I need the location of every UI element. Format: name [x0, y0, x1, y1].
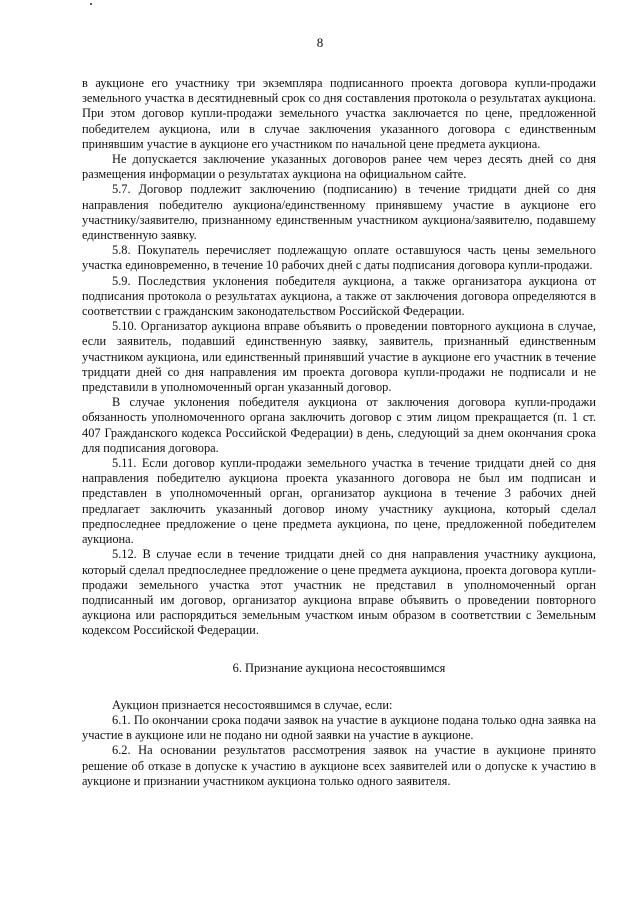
paragraph: В случае уклонения победителя аукциона от заключения договора купли-продажи обязанность уполномоченного органа заключить договор с этим лицом прекращается (п. 1 ст. 407 Гражданского кодекса Российской Федерации) в день, следующий за днем окончания срока для подписания договора.: [82, 395, 596, 455]
page-number: 8: [316, 35, 324, 50]
paragraph-5-11: 5.11. Если договор купли-продажи земельного участка в течение тридцати дней со дня направления победителю аукциона проекта указанного договора не был им подписан и представлен в уполномоченный орган, организатор аукциона в течение 3 рабочих дней предлагает заключить указанный договор иному участнику аукциона, который сделал предпоследнее предложение о цене предмета аукциона, по цене, предложенной победителем аукциона.: [82, 456, 596, 547]
paragraph: Не допускается заключение указанных договоров ранее чем через десять дней со дня размещения информации о результатах аукциона на официальном сайте.: [82, 152, 596, 182]
paragraph-5-7: 5.7. Договор подлежит заключению (подписанию) в течение тридцати дней со дня направления победителю аукциона/единственному принявшему участие в аукционе его участнику/заявителю, признанному единственным участником аукциона/заявителю, подавшему единственную заявку.: [82, 182, 596, 243]
paragraph-5-12: 5.12. В случае если в течение тридцати дней со дня направления участнику аукциона, который сделал предпоследнее предложение о цене предмета аукциона, проекта договора купли-продажи земельного участка этот участник не представил в уполномоченный орган подписанный им договор, организатор аукциона вправе объявить о проведении повторного аукциона или распорядиться земельным участком иным образом в соответствии с Земельным кодексом Российской Федерации.: [82, 547, 596, 638]
paragraph-5-8: 5.8. Покупатель перечисляет подлежащую оплате оставшуюся часть цены земельного участка единовременно, в течение 10 рабочих дней с даты подписания договора купли-продажи.: [82, 243, 596, 273]
paragraph-6-2: 6.2. На основании результатов рассмотрения заявок на участие в аукционе принято решение об отказе в допуске к участию в аукционе всех заявителей или о допуске к участию в аукционе и признании участником аукциона только одного заявителя.: [82, 743, 596, 788]
paragraph-6-1: 6.1. По окончании срока подачи заявок на участие в аукционе подана только одна заявка на участие в аукционе или не подано ни одной заявки на участие в аукционе.: [82, 712, 596, 743]
paragraph-5-9: 5.9. Последствия уклонения победителя аукциона, а также организатора аукциона от подписания протокола о результатах аукциона, а также от заключения договора определяются в соответствии с гражданским законодательством Российской Федерации.: [82, 273, 596, 319]
document-body: [82, 76, 596, 789]
scan-speck: [90, 3, 92, 5]
paragraph-5-10: 5.10. Организатор аукциона вправе объявить о проведении повторного аукциона в случае, если заявитель, подавший единственную заявку, заявитель, признанный единственным участником аукциона, или единственный принявший участие в аукционе его участник в течение тридцати дней со дня направления им проекта договора купли-продажи не подписали и не представили в уполномоченный орган указанный договор.: [82, 319, 596, 395]
section-intro: Аукцион признается несостоявшимся в случае, если:: [112, 697, 393, 712]
paragraph-continuation: в аукционе его участнику три экземпляра подписанного проекта договора купли-продажи земельного участка в десятидневный срок со дня составления протокола о результатах аукциона. При этом договор купли-продажи земельного участка заключается по цене, предложенной победителем аукциона, или в случае заключения указанного договора с единственным принявшим участие в аукционе его участником по начальной цене предмета аукциона.: [82, 76, 596, 151]
section-title: 6. Признание аукциона несостоявшимся: [232, 660, 446, 675]
